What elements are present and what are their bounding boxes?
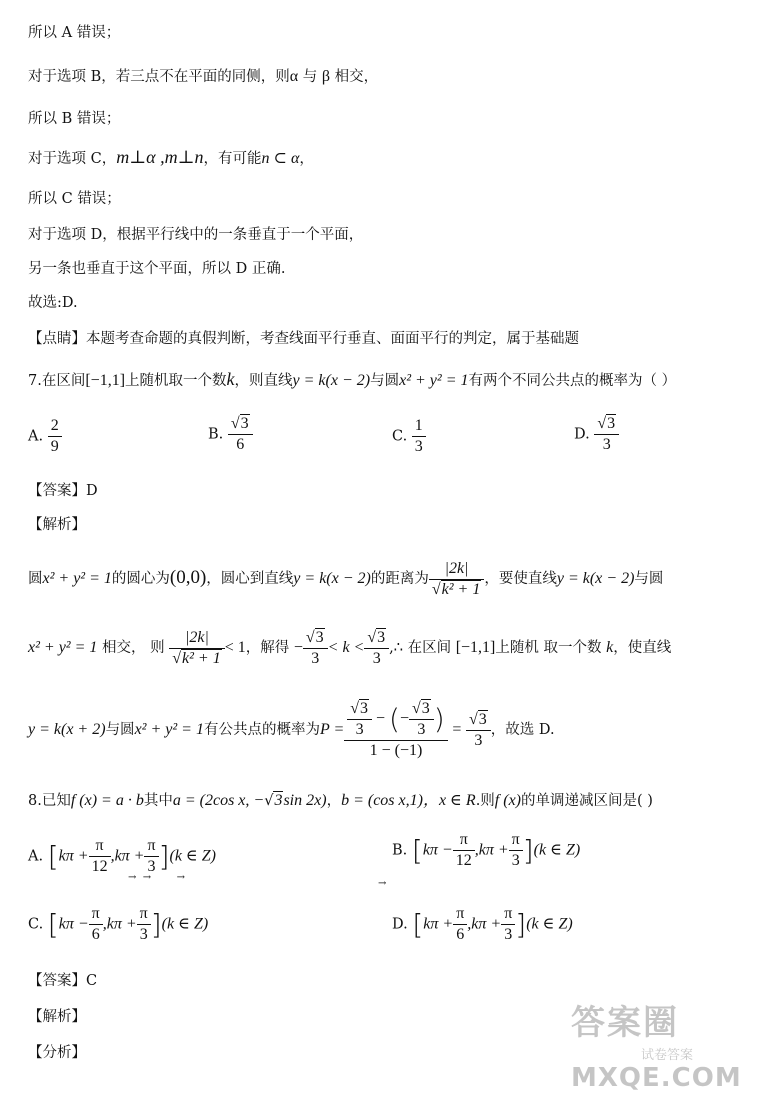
q7-option-d[interactable]: D. $\frac{√3}{3}$: [574, 414, 619, 455]
q8-stem: 8.已知f (x) = a · b其中a = (2cos x, −√3sin 2x)，b = (cos x,1)，x ∈ R.则f (x)的单调递减区间是( ): [28, 792, 653, 809]
q7-answer: 【答案】D: [28, 483, 98, 499]
q8-answer: 【答案】C: [28, 973, 98, 989]
line-option-d: 对于选项 D，根据平行线中的一条垂直于一个平面，: [28, 227, 364, 243]
q7-stem: 7.在区间[−1,1]上随机取一个数k，则直线y = k(x − 2)与圆x² + y² = 1有两个不同公共点的概率为（ ）: [28, 369, 677, 389]
q8-option-a[interactable]: A. [kπ + $\frac{\pi}{12}$ ,kπ + $\frac{\pi}{3}$ ](k ∈ Z) → → →: [28, 837, 216, 883]
q7-analysis-label: 【解析】: [28, 517, 86, 533]
watermark-logo: 答案圈 试卷答案 MXQE.COM: [571, 1003, 742, 1093]
q8-arrow-mark: →: [378, 878, 387, 889]
line-a-wrong: 所以 A 错误；: [28, 25, 121, 41]
q8-option-d[interactable]: D. [kπ + $\frac{\pi}{6}$ ,kπ + $\frac{\pi}{3}$ ](k ∈ Z): [392, 905, 573, 943]
q8-option-c[interactable]: C. [kπ − $\frac{\pi}{6}$ ,kπ + $\frac{\pi}{3}$ ](k ∈ Z): [28, 905, 209, 943]
line-dianjing: 【点睛】本题考查命题的真假判断，考查线面平行垂直、面面平行的判定，属于基础题: [28, 331, 579, 347]
q7-solution-line3: y = k(x + 2)与圆x² + y² = 1有公共点的概率为P = $\frac{√3}{3}$ − (− $\frac{√3}{3}$ ) 1 − (−1) = $\frac{√3}{3}$ ，故选 D.: [28, 700, 555, 759]
q7-option-a[interactable]: A. $\frac{2}{9}$: [28, 416, 62, 457]
line-option-c: 对于选项 C，m⊥α ,m⊥n，有可能n ⊂ α，: [28, 147, 314, 167]
line-d-correct: 另一条也垂直于这个平面，所以 D 正确.: [28, 261, 286, 277]
q7-option-b[interactable]: B. $\frac{√3}{6}$: [208, 414, 253, 455]
q8-option-b[interactable]: B. [kπ − $\frac{\pi}{12}$ ,kπ + $\frac{\pi}{3}$ ](k ∈ Z): [392, 831, 581, 869]
arrow-marks: → → →: [128, 872, 185, 883]
line-c-wrong: 所以 C 错误；: [28, 191, 121, 207]
line-option-b: 对于选项 B，若三点不在平面的同侧，则α 与 β 相交，: [28, 68, 379, 85]
q7-solution-line2: x² + y² = 1 相交， 则 $\frac{|2k|}{\text{√k² + 1}}$ < 1，解得 − $\frac{√3}{3}$ < k < $\frac{√3}{3}$ ,∴ 在区间 [−1,1]上随机 取一个数 k，使直线: [28, 628, 672, 667]
q8-fenxi-label: 【分析】: [28, 1045, 86, 1061]
q7-solution-line1: 圆x² + y² = 1的圆心为(0,0)，圆心到直线y = k(x − 2)的距离为 $\frac{|2k|}{\text{√k² + 1}}$ ，要使直线y = k(x − 2)与圆: [28, 559, 664, 598]
line-b-wrong: 所以 B 错误；: [28, 111, 121, 127]
q8-analysis-label: 【解析】: [28, 1009, 86, 1025]
q7-option-c[interactable]: C. $\frac{1}{3}$: [392, 416, 426, 457]
line-choose-d: 故选:D.: [28, 295, 78, 311]
